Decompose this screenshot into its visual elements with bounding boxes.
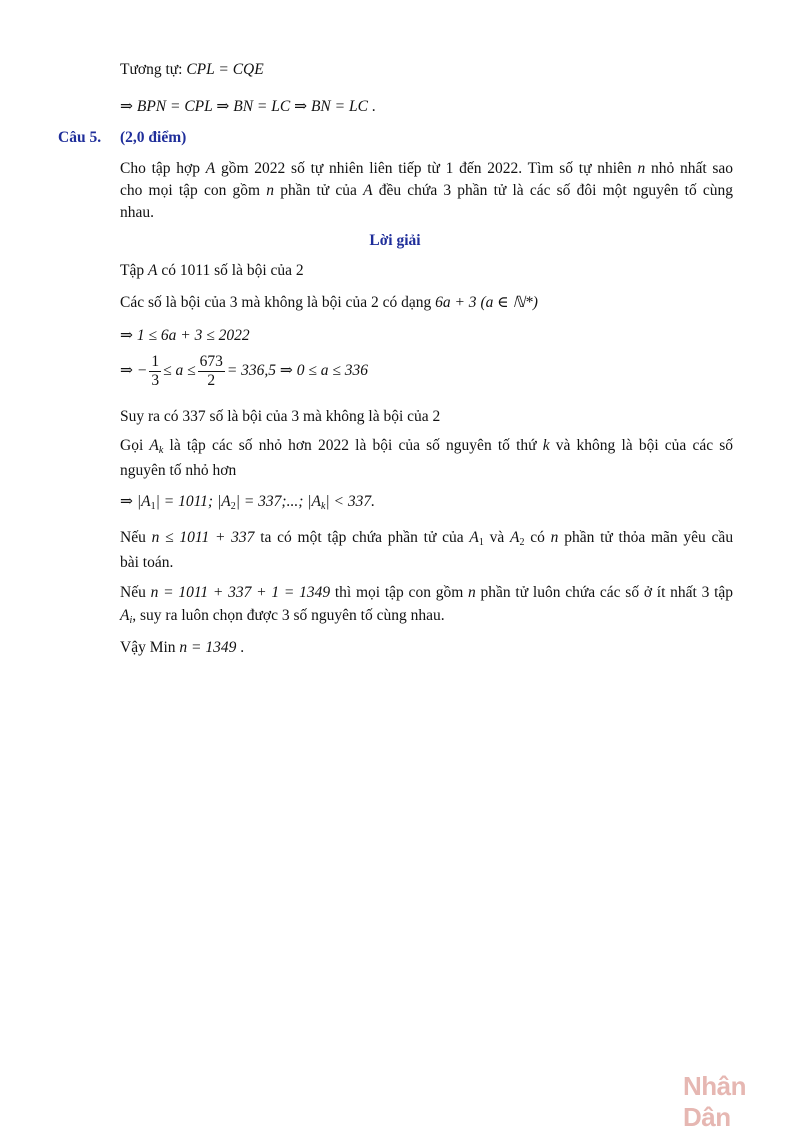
solution-line-12: Ai, suy ra luôn chọn được 3 số nguyên tố cùng nhau.	[120, 607, 445, 626]
solution-line-4: ⇒ − $\frac{1}{3}$ ≤ a ≤ $\frac{673}{2}$ = 336,5 ⇒ 0 ≤ a ≤ 336	[120, 352, 369, 389]
solution-line-3: ⇒ 1 ≤ 6a + 3 ≤ 2022	[120, 327, 250, 344]
solution-line-2: Các số là bội của 3 mà không là bội của 2 có dạng 6a + 3 (a ∈ ℕ*)	[120, 294, 538, 311]
solution-line-8: ⇒ $|A_1| = 1011$; $|A_2| = 337$;...; |Ak| < 337.	[120, 493, 376, 512]
question-text-line-2: cho mọi tập con gồm n phần tử của A đều chứa 3 phần tử là các số đôi một nguyên tố cùng	[120, 182, 734, 199]
fraction-one-third: $\frac{1}{3}$	[151, 352, 160, 389]
line-conclusion: ⇒ BPN = CPL ⇒ BN = LC ⇒ BN = LC .	[120, 98, 376, 115]
question-label: Câu 5.	[58, 129, 102, 146]
solution-line-9: Nếu n ≤ 1011 + 337 ta có một tập chứa phần tử của $A_1$ và $A_2$ có n phần tử thỏa mãn yêu cầu	[120, 529, 734, 548]
solution-title: Lời giải	[369, 232, 421, 249]
watermark-logo: Nhân Dân	[683, 1071, 746, 1132]
solution-line-6: Gọi Ak là tập các số nhỏ hơn 2022 là bội của số nguyên tố thứ k và không là bội của các số	[120, 437, 734, 456]
solution-line-5: Suy ra có 337 số là bội của 3 mà không là bội của 2	[120, 408, 441, 425]
solution-line-10: bài toán.	[120, 554, 174, 571]
fraction-673-over-2: $\frac{673}{2}$	[199, 352, 223, 389]
question-points: (2,0 điểm)	[120, 129, 187, 146]
question-text-line-1: Cho tập hợp A gồm 2022 số tự nhiên liên tiếp từ 1 đến 2022. Tìm số tự nhiên n nhỏ nhất sao	[120, 160, 734, 177]
solution-line-1: Tập A có 1011 số là bội của 2	[120, 262, 304, 279]
question-text-line-3: nhau.	[120, 204, 155, 221]
line-similarly: Tương tự: CPL = CQE	[120, 61, 264, 78]
solution-line-13: Vậy Min n = 1349 .	[120, 639, 245, 656]
solution-line-7: nguyên tố nhỏ hơn	[120, 462, 237, 479]
solution-line-11: Nếu n = 1011 + 337 + 1 = 1349 thì mọi tập con gồm n phần tử luôn chứa các số ở ít nhất 3 tập	[120, 584, 734, 601]
